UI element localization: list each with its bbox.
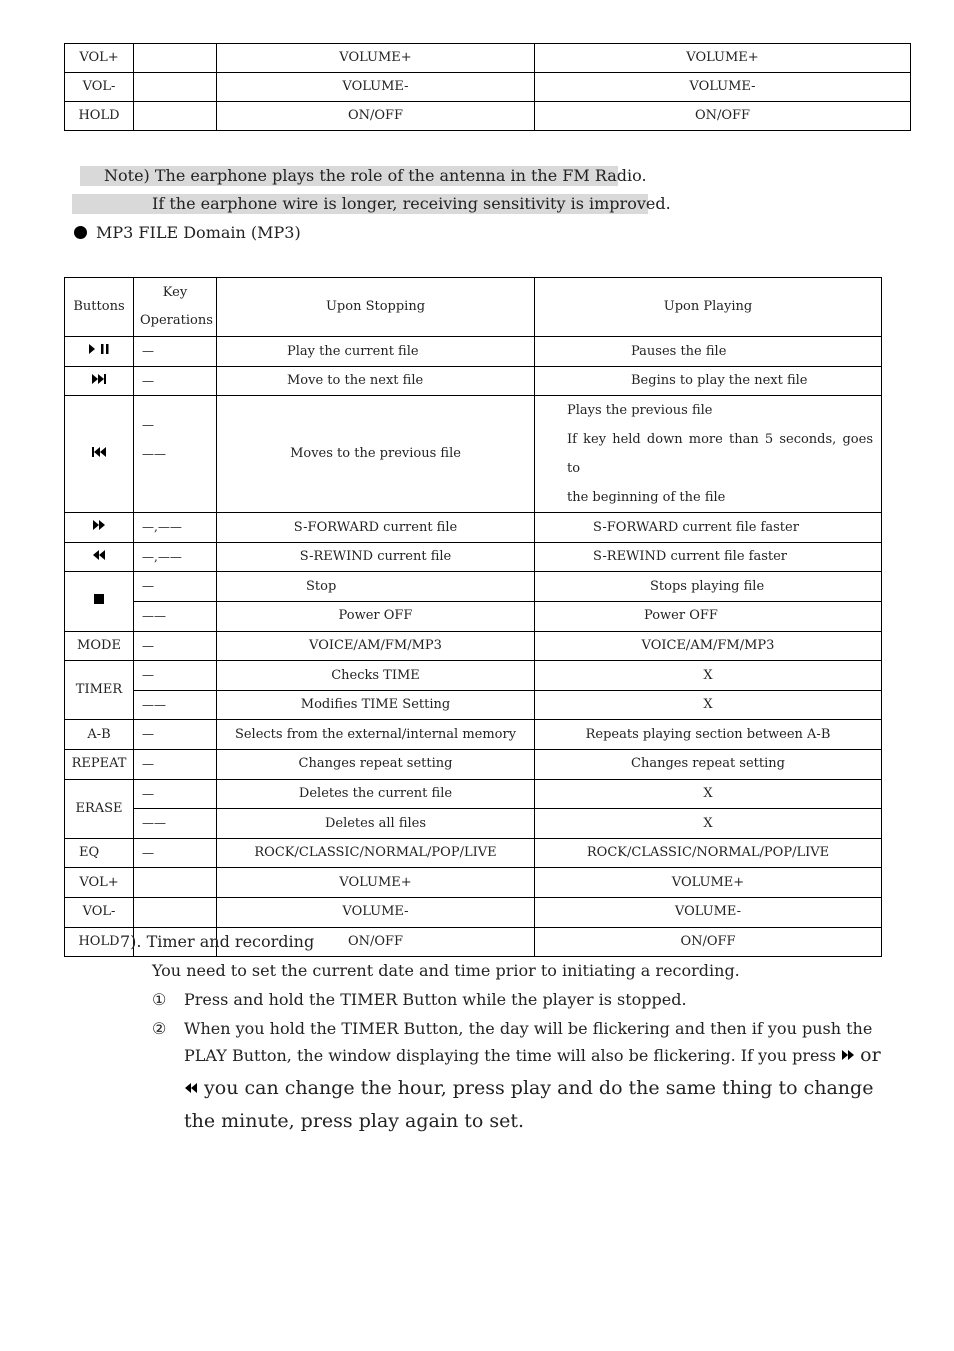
top-controls-table — [64, 43, 911, 131]
step-1-number: ① — [152, 990, 167, 1009]
table-row — [65, 838, 882, 868]
stopping-cell: Stop — [217, 572, 535, 602]
rewind-button-cell — [65, 542, 134, 572]
stopping-cell: S-REWIND current file — [217, 542, 535, 572]
playing-cell: ON/OFF — [535, 102, 911, 131]
playing-line-1: Plays the previous file — [567, 403, 713, 419]
table-row — [65, 868, 882, 898]
next-button-cell — [65, 366, 134, 396]
table-row — [65, 690, 882, 720]
header-buttons: Buttons — [65, 278, 134, 337]
step-1-text: Press and hold the TIMER Button while the player is stopped. — [184, 990, 687, 1009]
stopping-cell: VOICE/AM/FM/MP3 — [217, 631, 535, 661]
key-cell: — — [134, 572, 217, 602]
stopping-cell: Play the current file — [217, 337, 535, 367]
key-long: —— — [142, 446, 166, 461]
table-row — [65, 366, 882, 396]
playing-cell: VOICE/AM/FM/MP3 — [535, 631, 882, 661]
mp3-section-heading — [74, 223, 301, 243]
section-title: 7). Timer and recording — [120, 932, 315, 951]
playing-cell: VOLUME+ — [535, 868, 882, 898]
table-row — [65, 631, 882, 661]
playing-line-3: the beginning of the file — [567, 490, 726, 506]
button-cell: VOL- — [65, 73, 134, 102]
table-row — [65, 542, 882, 572]
button-cell: MODE — [65, 631, 134, 661]
header-upon-stopping: Upon Stopping — [217, 278, 535, 337]
table-row — [65, 809, 882, 839]
key-cell: — — [134, 337, 217, 367]
table-row — [65, 749, 882, 779]
button-cell: A-B — [65, 720, 134, 750]
key-cell: —,—— — [134, 542, 217, 572]
step-2-line-4: the minute, press play again to set. — [184, 1110, 525, 1132]
fast-forward-icon — [841, 1050, 855, 1065]
playing-cell: ON/OFF — [535, 927, 882, 957]
playing-cell: Changes repeat setting — [535, 749, 882, 779]
stopping-cell: VOLUME+ — [217, 868, 535, 898]
playing-cell: Pauses the file — [535, 337, 882, 367]
stop-icon — [93, 594, 105, 609]
previous-button-cell — [65, 396, 134, 513]
key-cell: —— — [134, 690, 217, 720]
playing-cell: Stops playing file — [535, 572, 882, 602]
stopping-cell: ON/OFF — [217, 927, 535, 957]
step-2-line-1: When you hold the TIMER Button, the day will be flickering and then if you push the — [184, 1019, 873, 1038]
key-cell: — — [134, 838, 217, 868]
key-short: — — [142, 417, 154, 432]
header-row — [65, 278, 882, 337]
key-cell: — — [134, 779, 217, 809]
note-line-1: Note) The earphone plays the role of the antenna in the FM Radio. — [80, 166, 618, 186]
rewind-icon — [184, 1083, 198, 1098]
button-cell: VOL+ — [65, 868, 134, 898]
button-cell: EQ — [65, 838, 134, 868]
playing-cell: Begins to play the next file — [535, 366, 882, 396]
key-cell: —— — [134, 809, 217, 839]
table-row — [65, 102, 911, 131]
step-2-line-3: you can change the hour, press play and do the same thing to change — [204, 1077, 874, 1099]
bullet-icon — [74, 226, 87, 239]
key-cell: —— — [134, 601, 217, 631]
forward-button-cell — [65, 513, 134, 543]
key-cell — [134, 868, 217, 898]
button-cell: HOLD — [65, 102, 134, 131]
header-key-line2: Operations — [140, 313, 213, 328]
playing-cell: Repeats playing section between A-B — [535, 720, 882, 750]
table-row — [65, 572, 882, 602]
button-cell: ERASE — [65, 779, 134, 838]
playing-cell: ROCK/CLASSIC/NORMAL/POP/LIVE — [535, 838, 882, 868]
button-cell: VOL- — [65, 897, 134, 927]
rewind-icon — [92, 550, 106, 565]
table-row — [65, 513, 882, 543]
key-cell: — — [134, 661, 217, 691]
key-cell — [134, 44, 217, 73]
play-pause-button-cell — [65, 337, 134, 367]
mp3-heading-text: MP3 FILE Domain (MP3) — [96, 223, 301, 242]
stopping-cell: Deletes all files — [217, 809, 535, 839]
playing-cell: S-REWIND current file faster — [535, 542, 882, 572]
key-cell: —,—— — [134, 513, 217, 543]
key-cell: — — [134, 720, 217, 750]
key-cell — [134, 73, 217, 102]
key-cell: — — [134, 366, 217, 396]
stop-button-cell — [65, 572, 134, 631]
header-key-operations — [134, 278, 217, 337]
table-row — [65, 44, 911, 73]
header-key-line1: Key — [162, 285, 188, 300]
table-row — [65, 337, 882, 367]
stopping-cell: Modifies TIME Setting — [217, 690, 535, 720]
step-2-number: ② — [152, 1019, 167, 1038]
step-2 — [152, 1019, 881, 1136]
stopping-cell: Changes repeat setting — [217, 749, 535, 779]
skip-next-icon — [91, 374, 107, 389]
key-cell: — — [134, 631, 217, 661]
button-cell: TIMER — [65, 661, 134, 720]
playing-line-2: If key held down more than 5 seconds, goes to — [567, 432, 873, 477]
stopping-cell: VOLUME- — [217, 73, 535, 102]
play-pause-icon — [87, 344, 111, 359]
key-cell: — — [134, 749, 217, 779]
table-row — [65, 661, 882, 691]
fast-forward-icon — [92, 520, 106, 535]
key-cell — [134, 102, 217, 131]
playing-cell — [535, 396, 882, 513]
table-row — [65, 73, 911, 102]
stopping-cell: Move to the next file — [217, 366, 535, 396]
header-upon-playing: Upon Playing — [535, 278, 882, 337]
mp3-controls-table — [64, 277, 882, 957]
key-cell — [134, 897, 217, 927]
button-cell: REPEAT — [65, 749, 134, 779]
note-line-2: If the earphone wire is longer, receiving sensitivity is improved. — [72, 194, 648, 214]
stopping-cell: Selects from the external/internal memory — [217, 720, 535, 750]
table-row — [65, 779, 882, 809]
stopping-cell: Power OFF — [217, 601, 535, 631]
playing-cell: S-FORWARD current file faster — [535, 513, 882, 543]
table-row — [65, 720, 882, 750]
step-1 — [152, 990, 687, 1010]
stopping-cell: ROCK/CLASSIC/NORMAL/POP/LIVE — [217, 838, 535, 868]
button-cell: VOL+ — [65, 44, 134, 73]
step-2-line-2: PLAY Button, the window displaying the time will also be flickering. If you press — [184, 1046, 836, 1065]
playing-cell: Power OFF — [535, 601, 882, 631]
stopping-cell: VOLUME+ — [217, 44, 535, 73]
key-cell — [134, 396, 217, 513]
table-row — [65, 897, 882, 927]
stopping-cell: VOLUME- — [217, 897, 535, 927]
table-row — [65, 601, 882, 631]
stopping-cell: S-FORWARD current file — [217, 513, 535, 543]
playing-cell: X — [535, 809, 882, 839]
playing-cell: X — [535, 779, 882, 809]
stopping-cell: Deletes the current file — [217, 779, 535, 809]
button-cell: HOLD — [65, 927, 134, 957]
section-intro: You need to set the current date and time prior to initiating a recording. — [152, 961, 740, 980]
playing-cell: X — [535, 661, 882, 691]
playing-cell: VOLUME- — [535, 897, 882, 927]
table-row — [65, 396, 882, 513]
skip-previous-icon — [91, 447, 107, 462]
stopping-cell: ON/OFF — [217, 102, 535, 131]
stopping-cell: Moves to the previous file — [217, 396, 535, 513]
playing-cell: VOLUME+ — [535, 44, 911, 73]
playing-cell: X — [535, 690, 882, 720]
playing-cell: VOLUME- — [535, 73, 911, 102]
step-2-or: or — [860, 1044, 881, 1066]
stopping-cell: Checks TIME — [217, 661, 535, 691]
